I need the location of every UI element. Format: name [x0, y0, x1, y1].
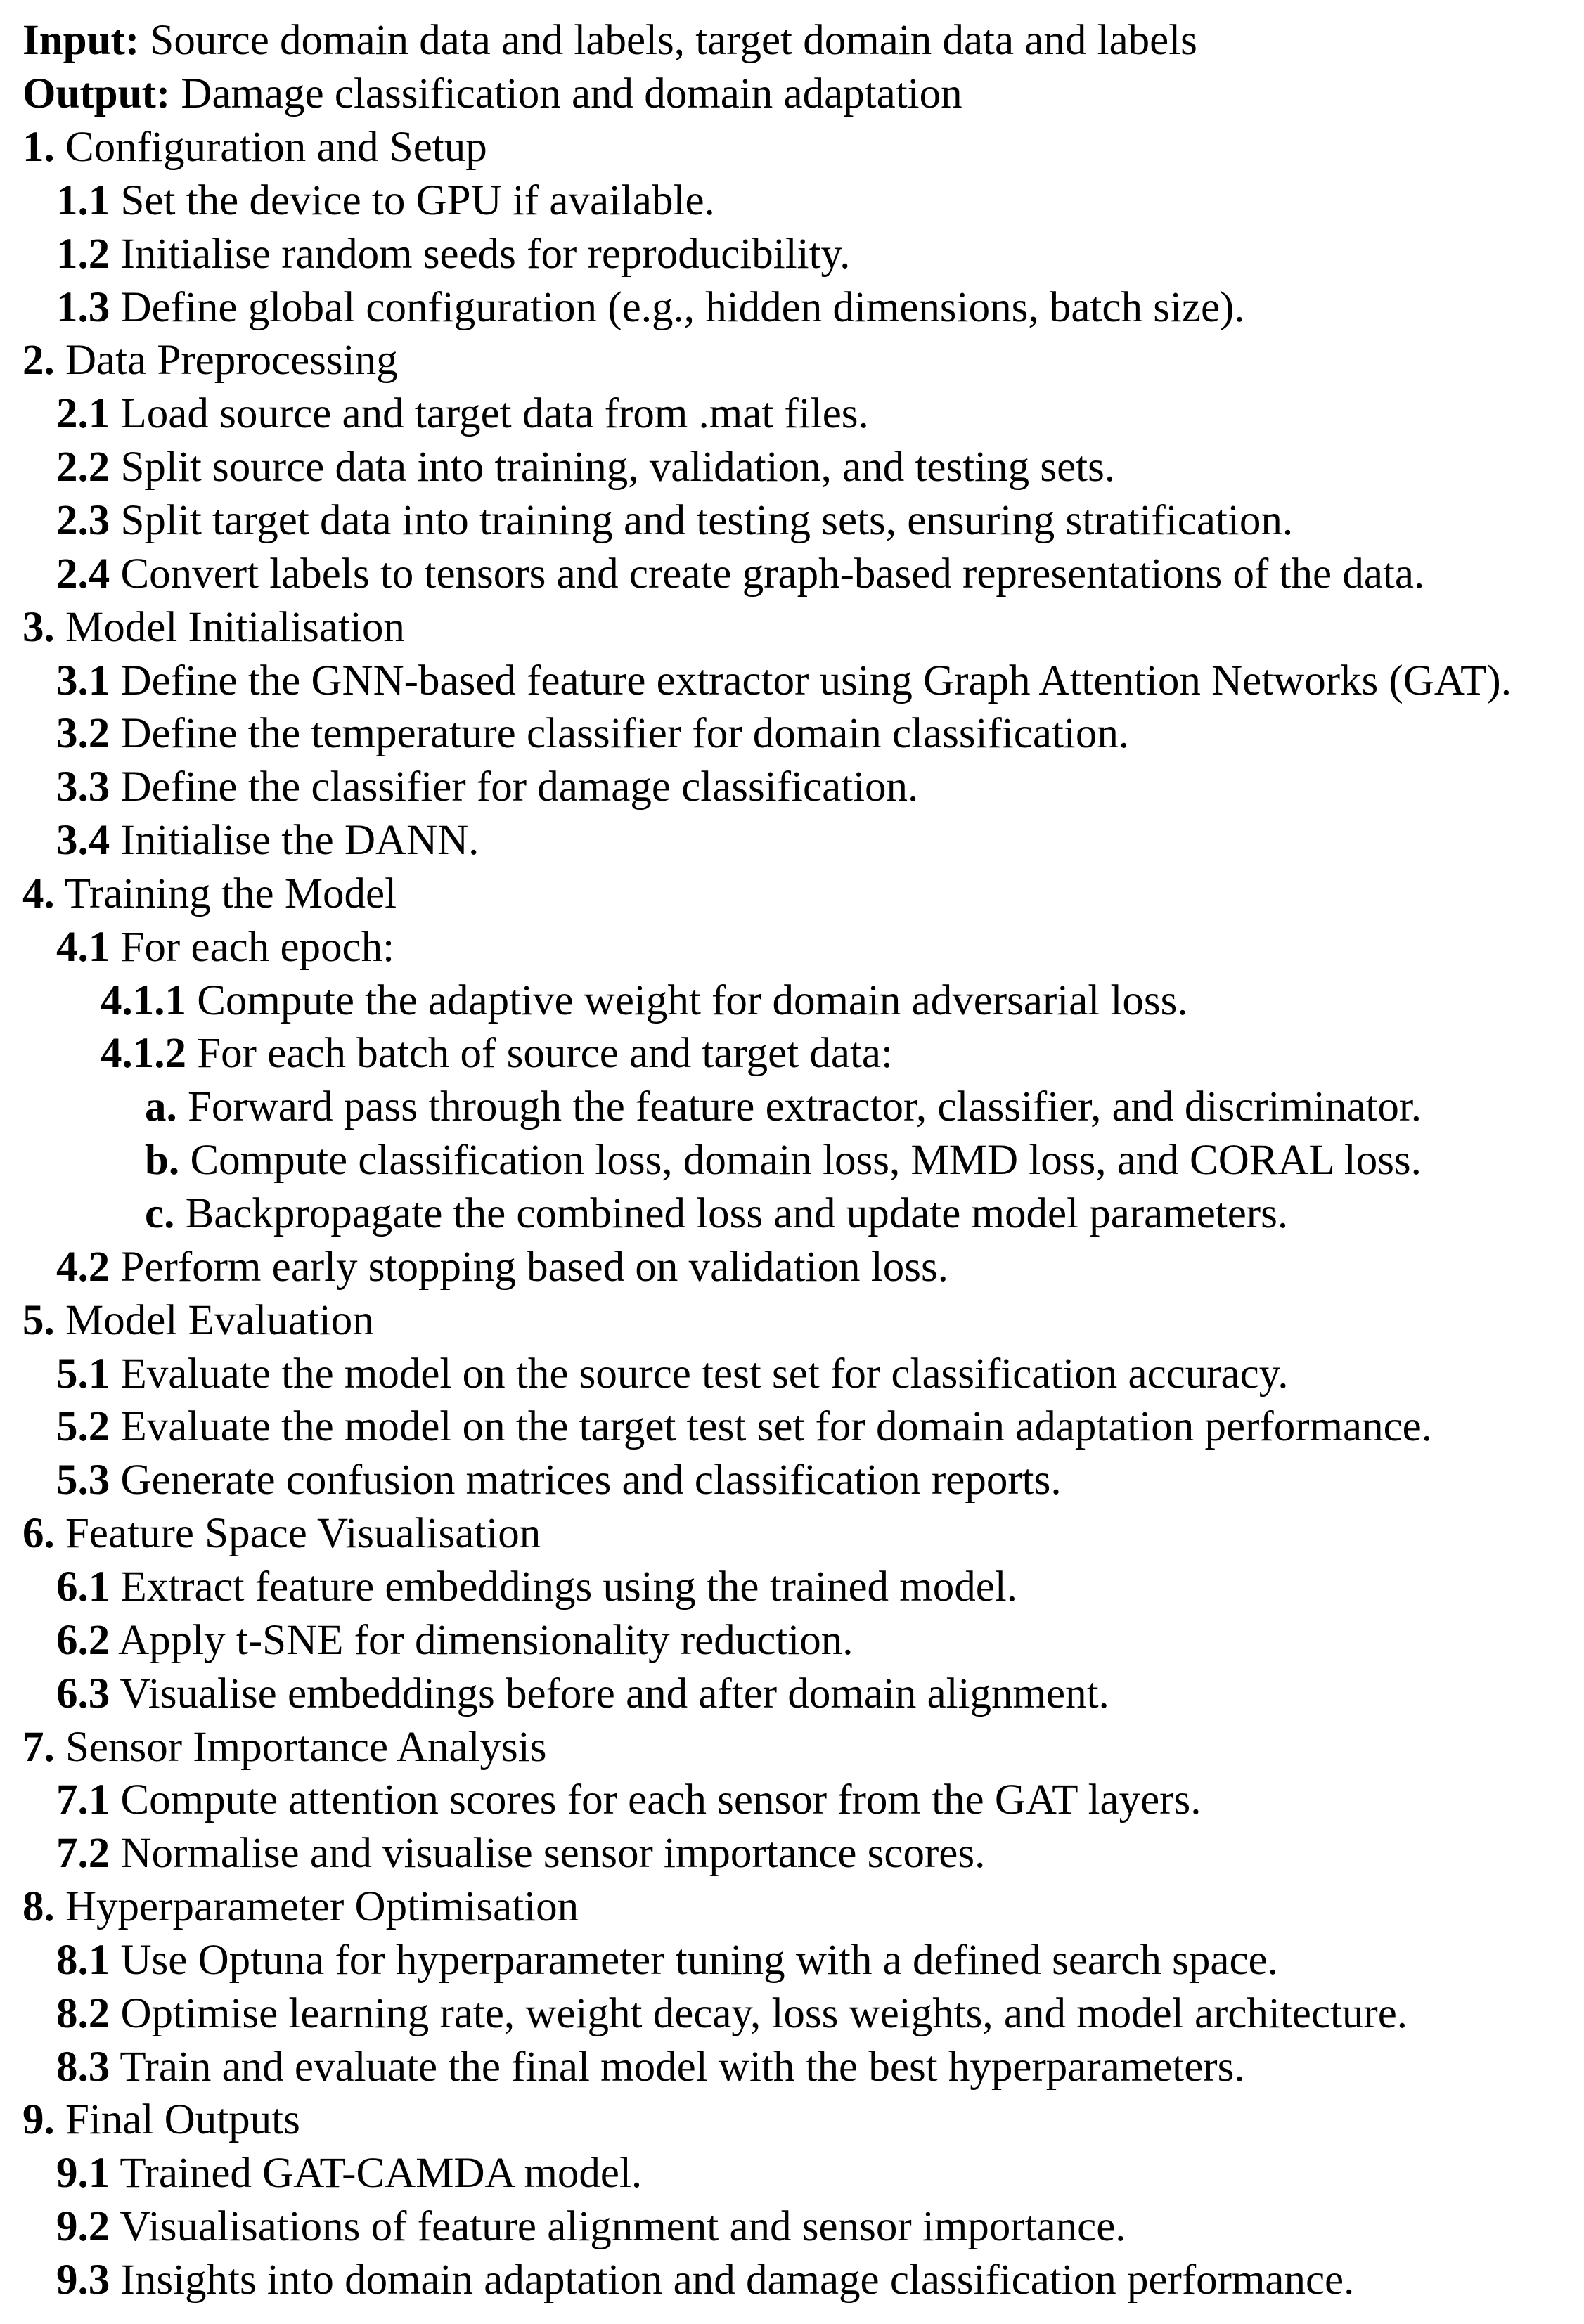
step-text: Generate confusion matrices and classification reports.: [110, 1457, 1062, 1504]
step-text: Trained GAT-CAMDA model.: [110, 2150, 643, 2197]
step-number: b.: [145, 1137, 180, 1184]
step-number: 8.3: [56, 2044, 110, 2091]
step-line: [56, 387, 869, 441]
step-text: Train and evaluate the final model with the best hyperparameters.: [110, 2044, 1245, 2091]
step-text: Model Evaluation: [54, 1297, 374, 1344]
step-text: Backpropagate the combined loss and update model parameters.: [174, 1190, 1289, 1237]
step-text: Apply t-SNE for dimensionality reduction.: [110, 1617, 854, 1664]
output-line: [22, 67, 962, 121]
step-line: [56, 441, 1115, 494]
step-line: [56, 1400, 1432, 1454]
step-number: 6.1: [56, 1563, 110, 1610]
step-text: For each epoch:: [110, 924, 395, 971]
step-text: Use Optuna for hyperparameter tuning with a defined search space.: [110, 1937, 1278, 1984]
section-heading: [22, 121, 487, 174]
step-text: Evaluate the model on the target test set for domain adaptation performance.: [110, 1403, 1432, 1450]
step-text: Visualise embeddings before and after domain alignment.: [110, 1670, 1109, 1717]
step-number: 1.1: [56, 177, 110, 224]
step-text: Define the GNN-based feature extractor using Graph Attention Networks (GAT).: [110, 657, 1512, 704]
step-number: 3.1: [56, 657, 110, 704]
step-text: Hyperparameter Optimisation: [54, 1883, 579, 1930]
step-text: Optimise learning rate, weight decay, loss weights, and model architecture.: [110, 1990, 1408, 2037]
step-number: 5.3: [56, 1457, 110, 1504]
step-line: [56, 2041, 1245, 2094]
step-text: Visualisations of feature alignment and sensor importance.: [110, 2203, 1126, 2250]
step-number: 3.2: [56, 710, 110, 757]
step-text: Compute classification loss, domain loss, MMD loss, and CORAL loss.: [179, 1137, 1422, 1184]
step-line: [56, 1454, 1062, 1507]
step-number: 2.1: [56, 390, 110, 437]
step-line: [56, 1667, 1109, 1721]
section-heading: [22, 2093, 300, 2147]
step-number: 1.: [22, 124, 55, 171]
step-line: [101, 1027, 893, 1080]
input-text: Source domain data and labels, target domain data and labels: [139, 17, 1197, 64]
step-line: [145, 1080, 1422, 1134]
step-number: 9.: [22, 2096, 55, 2143]
step-text: Data Preprocessing: [54, 337, 398, 384]
step-number: 6.: [22, 1510, 55, 1557]
step-text: Evaluate the model on the source test set for classification accuracy.: [110, 1350, 1289, 1397]
step-line: [56, 1934, 1278, 1987]
step-number: 2.4: [56, 550, 110, 598]
step-text: Define the temperature classifier for domain classification.: [110, 710, 1130, 757]
step-text: Compute the adaptive weight for domain adversarial loss.: [186, 977, 1188, 1024]
step-line: [56, 1827, 985, 1880]
step-line: [56, 548, 1424, 601]
section-heading: [22, 1294, 374, 1348]
step-number: 6.2: [56, 1617, 110, 1664]
step-number: 1.3: [56, 284, 110, 331]
step-line: [56, 1348, 1289, 1401]
step-text: Model Initialisation: [54, 604, 405, 651]
step-number: 6.3: [56, 1670, 110, 1717]
step-line: [56, 921, 394, 974]
step-number: 7.2: [56, 1830, 110, 1877]
step-line: [56, 2254, 1354, 2307]
input-label: Input:: [22, 17, 140, 64]
step-text: Compute attention scores for each sensor from the GAT layers.: [110, 1776, 1202, 1823]
step-number: c.: [145, 1190, 175, 1237]
step-number: 9.2: [56, 2203, 110, 2250]
step-line: [56, 228, 850, 281]
step-line: [56, 1774, 1202, 1827]
step-text: Split source data into training, validation, and testing sets.: [110, 444, 1116, 491]
step-number: 8.1: [56, 1937, 110, 1984]
step-text: Extract feature embeddings using the trained model.: [110, 1563, 1017, 1610]
step-number: 2.3: [56, 497, 110, 544]
step-number: 7.: [22, 1724, 55, 1771]
step-line: [56, 814, 479, 867]
step-line: [56, 2200, 1126, 2254]
step-text: Initialise the DANN.: [110, 817, 479, 864]
step-number: 8.2: [56, 1990, 110, 2037]
output-label: Output:: [22, 70, 171, 117]
step-text: Define the classifier for damage classification.: [110, 763, 919, 811]
section-heading: [22, 867, 397, 921]
step-number: 8.: [22, 1883, 55, 1930]
step-line: [101, 974, 1188, 1028]
section-heading: [22, 601, 405, 654]
step-text: Insights into domain adaptation and damage classification performance.: [110, 2257, 1355, 2304]
step-text: Forward pass through the feature extractor, classifier, and discriminator.: [176, 1083, 1422, 1130]
step-number: 5.: [22, 1297, 55, 1344]
step-line: [56, 1987, 1408, 2041]
step-line: [56, 654, 1512, 708]
step-line: [56, 281, 1245, 335]
step-line: [56, 1614, 853, 1667]
step-text: Sensor Importance Analysis: [54, 1724, 547, 1771]
step-number: 9.3: [56, 2257, 110, 2304]
step-number: 3.: [22, 604, 55, 651]
step-number: 4.2: [56, 1244, 110, 1291]
step-number: 1.2: [56, 231, 110, 278]
step-number: 9.1: [56, 2150, 110, 2197]
step-text: Feature Space Visualisation: [54, 1510, 541, 1557]
step-line: [56, 2147, 642, 2200]
step-text: Set the device to GPU if available.: [110, 177, 715, 224]
step-line: [56, 174, 715, 228]
section-heading: [22, 1721, 546, 1774]
step-number: 3.3: [56, 763, 110, 811]
step-text: Convert labels to tensors and create graph-based representations of the data.: [110, 550, 1425, 598]
section-heading: [22, 334, 398, 387]
step-number: 5.2: [56, 1403, 110, 1450]
step-line: [56, 761, 918, 814]
step-number: 4.1.1: [101, 977, 186, 1024]
step-text: Final Outputs: [54, 2096, 300, 2143]
step-number: 3.4: [56, 817, 110, 864]
step-text: Perform early stopping based on validation loss.: [110, 1244, 948, 1291]
step-number: 4.1: [56, 924, 110, 971]
step-number: 2.2: [56, 444, 110, 491]
step-text: Split target data into training and testing sets, ensuring stratification.: [110, 497, 1294, 544]
section-heading: [22, 1507, 541, 1561]
input-line: [22, 14, 1197, 67]
step-number: 4.: [22, 870, 55, 917]
step-text: Define global configuration (e.g., hidden dimensions, batch size).: [110, 284, 1245, 331]
step-text: Load source and target data from .mat files.: [110, 390, 869, 437]
step-line: [145, 1187, 1288, 1241]
step-line: [145, 1134, 1422, 1187]
step-number: 2.: [22, 337, 55, 384]
step-line: [56, 707, 1129, 761]
step-text: Normalise and visualise sensor importance scores.: [110, 1830, 986, 1877]
step-number: 4.1.2: [101, 1030, 186, 1077]
step-text: Initialise random seeds for reproducibility.: [110, 231, 851, 278]
step-number: 5.1: [56, 1350, 110, 1397]
step-number: a.: [145, 1083, 177, 1130]
step-line: [56, 1241, 948, 1294]
step-text: Configuration and Setup: [54, 124, 487, 171]
section-heading: [22, 1880, 579, 1934]
step-text: For each batch of source and target data:: [186, 1030, 893, 1077]
step-text: Training the Model: [54, 870, 397, 917]
step-line: [56, 1561, 1017, 1614]
output-text: Damage classification and domain adaptation: [170, 70, 962, 117]
step-line: [56, 494, 1293, 548]
step-number: 7.1: [56, 1776, 110, 1823]
